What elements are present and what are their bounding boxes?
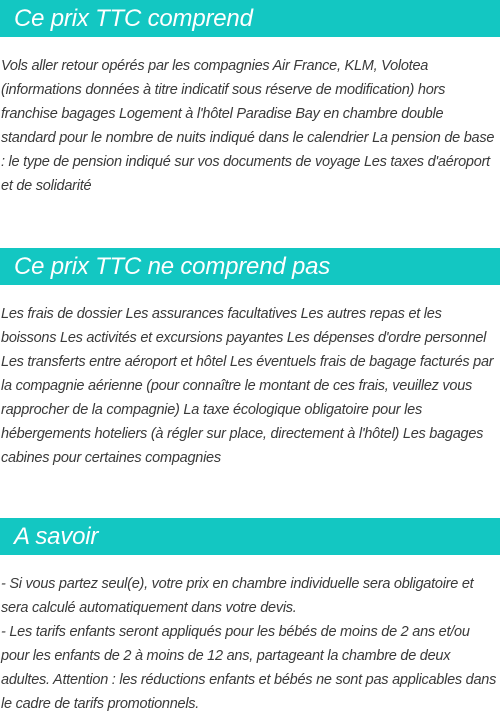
included-paragraph: Vols aller retour opérés par les compagnies Air France, KLM, Volotea (informations données à titre indicatif sous réserve de modification) hors franchise bagages Logement à l'hôtel Paradise Bay en chambre double standard pour le nombre de nuits indiqué dans le calendrier La pension de base : le type de pension indiqué sur vos documents de voyage Les taxes d'aéroport et de solidarité [1, 58, 495, 194]
section-body-good-to-know [0, 572, 500, 716]
section-title-included: Ce prix TTC comprend [0, 0, 500, 37]
not-included-paragraph: Les frais de dossier Les assurances facultatives Les autres repas et les boissons Les activités et excursions payantes Les dépenses d'ordre personnel Les transferts entre aéroport et hôtel Les éventuels frais de bagage facturés par la compagnie aérienne (pour connaître le montant de ces frais, veuillez vous rapprocher de la compagnie) La taxe écologique obligatoire pour les hébergements hoteliers (à régler sur place, directement à l'hôtel) Les bagages cabines pour certaines compagnies [1, 306, 494, 466]
section-good-to-know [0, 518, 500, 716]
good-to-know-paragraph-single: - Si vous partez seul(e), votre prix en chambre individuelle sera obligatoire et sera calculé automatiquement dans votre devis. [1, 576, 474, 616]
section-title-good-to-know: A savoir [0, 518, 500, 555]
good-to-know-paragraph-children: - Les tarifs enfants seront appliqués pour les bébés de moins de 2 ans et/ou pour les enfants de 2 à moins de 12 ans, partageant la chambre de deux adultes. Attention : les réductions enfants et bébés ne sont pas applicables dans le cadre de tarifs promotionnels. [1, 624, 497, 712]
section-body-included [0, 54, 500, 198]
section-not-included [0, 248, 500, 470]
section-title-not-included: Ce prix TTC ne comprend pas [0, 248, 500, 285]
section-included [0, 0, 500, 198]
section-body-not-included [0, 302, 500, 470]
